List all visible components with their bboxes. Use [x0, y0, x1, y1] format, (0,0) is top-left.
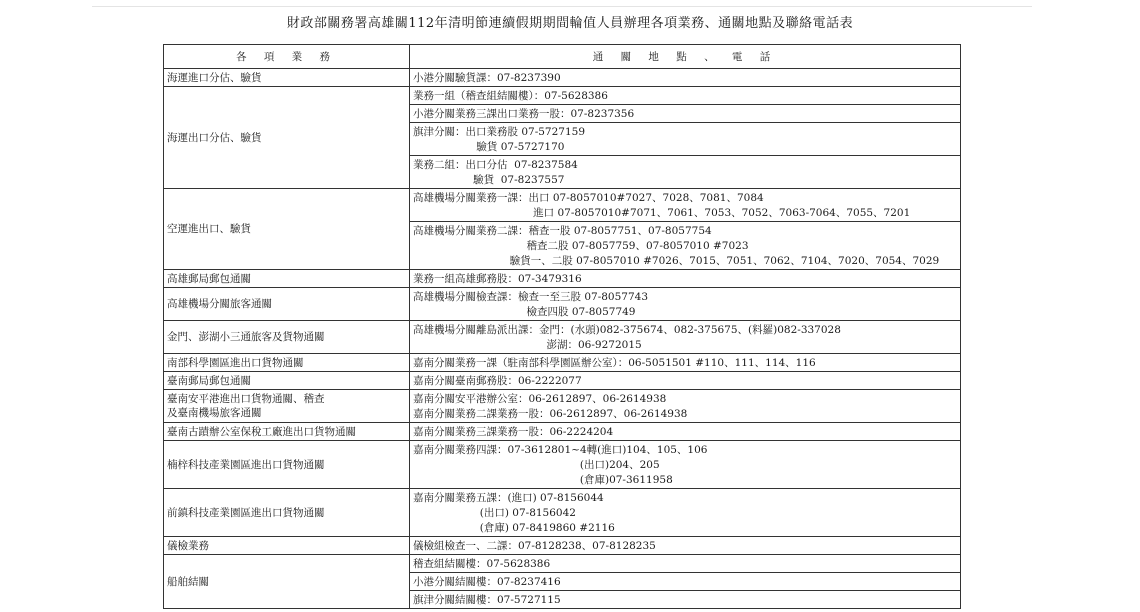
contact-entry — [410, 69, 960, 86]
contact-entry — [410, 572, 960, 590]
contact-entry — [410, 537, 960, 554]
business-label: 空運進出口、驗貨 — [167, 223, 251, 235]
contact-cell — [410, 489, 961, 537]
business-cell — [164, 189, 410, 270]
contact-entry — [410, 555, 960, 572]
contact-line: 小港分關業務三課出口業務一股：07-8237356 — [413, 108, 635, 120]
contact-entry — [410, 288, 960, 320]
business-cell — [164, 537, 410, 555]
contact-entry — [410, 390, 960, 422]
contact-cell — [410, 189, 961, 270]
contact-entry — [410, 104, 960, 122]
business-label: 船舶結關 — [167, 575, 209, 588]
table-row — [164, 321, 961, 354]
contact-cell — [410, 354, 961, 372]
business-label: 臺南古蹟辦公室保稅工廠進出口貨物通關 — [167, 425, 356, 438]
business-cell — [164, 441, 410, 489]
contact-cell — [410, 270, 961, 288]
contact-cell — [410, 441, 961, 489]
business-cell — [164, 555, 410, 609]
contact-line: 高雄機場分關業務一課：出口 07-8057010#7027、7028、7081、7084 — [413, 192, 764, 204]
contact-cell — [410, 321, 961, 354]
business-cell — [164, 423, 410, 441]
business-label: 南部科學園區進出口貨物通關 — [167, 356, 304, 369]
business-cell — [164, 390, 410, 423]
contact-cell — [410, 390, 961, 423]
contact-entry — [410, 372, 960, 389]
business-label: 儀檢業務 — [167, 539, 209, 552]
contact-line: 嘉南分關業務三課業務一股：06-2224204 — [413, 426, 614, 438]
business-label: 臺南安平港進出口貨物通關、稽查 — [167, 393, 325, 405]
table-row — [164, 489, 961, 537]
contact-entry — [410, 441, 960, 488]
contact-line: 澎湖：06-9272015 — [413, 339, 642, 351]
contact-line: 嘉南分關臺南郵務股：06-2222077 — [413, 375, 582, 387]
business-cell — [164, 288, 410, 321]
business-cell — [164, 321, 410, 354]
contact-line: 高雄機場分關檢查課：檢查一至三股 07-8057743 — [413, 291, 649, 303]
business-cell — [164, 354, 410, 372]
business-label: 楠梓科技產業園區進出口貨物通關 — [167, 458, 325, 471]
page-title: 財政部關務署高雄關112年清明節連續假期期間輪值人員辦理各項業務、通關地點及聯絡電話表 — [286, 16, 854, 31]
contact-line: 旗津分關：出口業務股 07-5727159 — [413, 126, 586, 138]
business-label: 高雄郵局郵包通關 — [167, 272, 251, 285]
contact-line: 驗貨一、二股 07-8057010 #7026、7015、7051、7062、7104、7020、7054、7029 — [413, 255, 940, 267]
table-row — [164, 288, 961, 321]
contact-cell — [410, 69, 961, 87]
contact-line: (出口)204、205 — [413, 459, 660, 471]
business-label: 金門、澎湖小三通旅客及貨物通關 — [167, 331, 325, 343]
header-business: 各 項 業 務 — [164, 45, 410, 69]
table-row — [164, 270, 961, 288]
contact-line: (倉庫) 07-8419860 #2116 — [413, 522, 615, 534]
business-label: 海運進口分估、驗貨 — [167, 71, 262, 84]
business-cell — [164, 87, 410, 189]
business-label: 前鎮科技產業園區進出口貨物通關 — [167, 506, 325, 519]
contact-line: 驗貨 07-5727170 — [413, 141, 565, 153]
business-label: 海運出口分估、驗貨 — [167, 131, 262, 144]
contact-line: 進口 07-8057010#7071、7061、7053、7052、7063-7064、7055、7201 — [413, 207, 911, 219]
contact-entry — [410, 423, 960, 440]
contact-cell — [410, 372, 961, 390]
contact-line: 稽查組結關樓：07-5628386 — [413, 558, 551, 570]
business-cell — [164, 69, 410, 87]
contact-line: 稽查二股 07-8057759、07-8057010 #7023 — [413, 240, 749, 252]
contact-entry — [410, 87, 960, 104]
business-cell — [164, 270, 410, 288]
contact-line: 小港分關驗貨課：07-8237390 — [413, 72, 561, 84]
table-row — [164, 354, 961, 372]
table-row — [164, 372, 961, 390]
top-divider — [92, 6, 1032, 7]
header-location-phone: 通 關 地 點 、 電 話 — [410, 45, 961, 69]
contact-cell — [410, 537, 961, 555]
contact-entry — [410, 321, 960, 353]
table-row — [164, 555, 961, 609]
contact-line: 高雄機場分關業務二課：稽查一股 07-8057751、07-8057754 — [413, 225, 712, 237]
contact-cell — [410, 288, 961, 321]
table-body — [164, 69, 961, 609]
table-row — [164, 423, 961, 441]
contact-line: 嘉南分關業務一課（駐南部科學園區辦公室）：06-5051501 #110、111、114、116 — [413, 357, 816, 369]
business-cell — [164, 489, 410, 537]
contact-entry — [410, 155, 960, 188]
table-row — [164, 69, 961, 87]
contact-line: 業務一組（稽查組結關樓）：07-5628386 — [413, 90, 608, 102]
contact-line: 嘉南分關業務四課：07-3612801~4轉(進口)104、105、106 — [413, 444, 708, 456]
contact-line: 高雄機場分關離島派出課：金門：(水頭)082-375674、082-375675、(料羅)082-337028 — [413, 324, 841, 336]
contact-line: 小港分關結關樓：07-8237416 — [413, 576, 561, 588]
table-row — [164, 390, 961, 423]
contact-cell — [410, 423, 961, 441]
contact-line: 旗津分關結關樓：07-5727115 — [413, 594, 561, 606]
business-label: 高雄機場分關旅客通關 — [167, 298, 272, 310]
contact-line: 儀檢組檢查一、二課：07-8128238、07-8128235 — [413, 540, 656, 552]
contact-entry — [410, 122, 960, 155]
contact-entry — [410, 221, 960, 269]
contact-line: 嘉南分關業務二課業務一股：06-2612897、06-2614938 — [413, 408, 688, 420]
contact-entry — [410, 270, 960, 287]
business-cell — [164, 372, 410, 390]
contact-entry — [410, 354, 960, 371]
business-label: 及臺南機場旅客通關 — [167, 407, 262, 419]
contact-entry — [410, 189, 960, 221]
contact-line: (出口) 07-8156042 — [413, 507, 576, 519]
contact-line: (倉庫)07-3611958 — [413, 474, 673, 486]
table-row — [164, 537, 961, 555]
contact-line: 嘉南分關安平港辦公室：06-2612897、06-2614938 — [413, 393, 667, 405]
business-label: 臺南郵局郵包通關 — [167, 374, 251, 387]
table-row — [164, 189, 961, 270]
contact-entry — [410, 590, 960, 608]
contact-line: 業務二組：出口分估 07-8237584 — [413, 159, 578, 171]
contact-cell — [410, 87, 961, 189]
contact-line: 業務一組高雄郵務股：07-3479316 — [413, 273, 582, 285]
header-row — [164, 45, 961, 69]
contact-entry — [410, 489, 960, 536]
contact-line: 驗貨 07-8237557 — [413, 174, 565, 186]
table-row — [164, 441, 961, 489]
contact-line: 檢查四股 07-8057749 — [413, 306, 636, 318]
contact-table — [163, 44, 961, 609]
table-row — [164, 87, 961, 189]
contact-cell — [410, 555, 961, 609]
contact-line: 嘉南分關業務五課：(進口) 07-8156044 — [413, 492, 604, 504]
